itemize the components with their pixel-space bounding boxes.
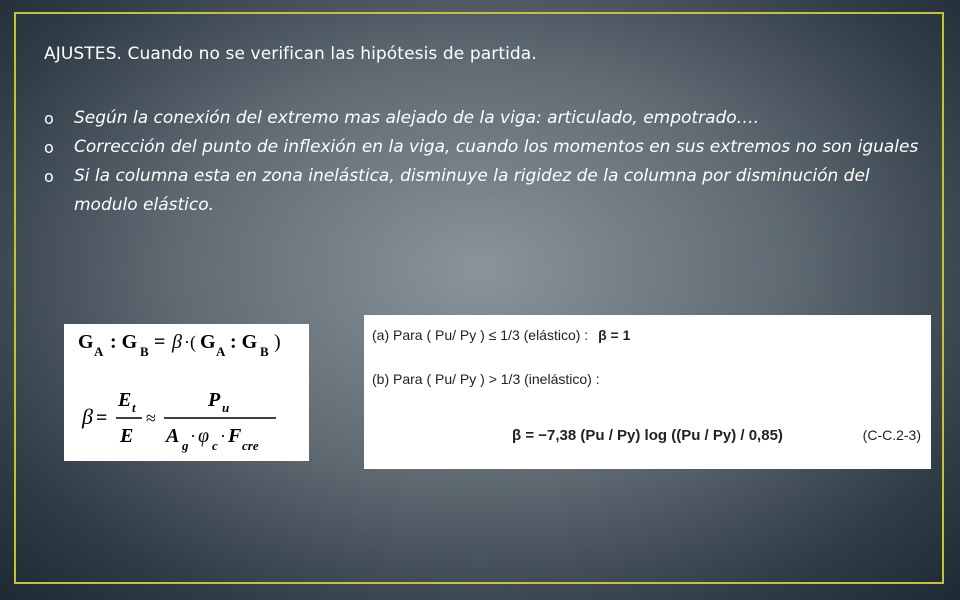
svg-text:·: ·	[220, 426, 226, 446]
list-item	[44, 104, 924, 133]
slide-heading: AJUSTES. Cuando no se verifican las hipótesis de partida.	[44, 44, 537, 64]
svg-text:): )	[274, 331, 281, 353]
formula-equation: β = −7,38 (Pu / Py) log ((Pu / Py) / 0,85)	[512, 427, 783, 444]
bullet-marker: o	[44, 109, 54, 128]
svg-text:≈: ≈	[146, 408, 156, 428]
svg-text:: G: : G	[110, 331, 138, 353]
svg-text:B: B	[140, 344, 149, 359]
svg-text:E: E	[118, 389, 132, 411]
list-item	[44, 133, 924, 162]
svg-text:F: F	[228, 425, 242, 447]
bullet-text: Según la conexión del extremo mas alejado de la viga: articulado, empotrado….	[74, 108, 760, 128]
svg-text:=: =	[96, 407, 108, 429]
list-item	[44, 162, 924, 220]
svg-text:·: ·	[190, 426, 196, 446]
equation-code: (C-C.2-3)	[862, 427, 921, 443]
bullet-list	[44, 104, 924, 220]
case-a-result: β = 1	[598, 327, 631, 343]
svg-text:G: G	[78, 331, 94, 353]
svg-text:B: B	[260, 344, 269, 359]
svg-text:β: β	[82, 404, 93, 429]
formula-left-drawing	[64, 324, 309, 461]
svg-text:c: c	[212, 438, 218, 453]
svg-text:u: u	[222, 400, 230, 415]
svg-text:·(: ·(	[184, 332, 196, 352]
formula-case-a	[372, 327, 630, 343]
bullet-marker: o	[44, 167, 54, 186]
bullet-text: Corrección del punto de inflexión en la viga, cuando los momentos en sus extremos no son iguales	[74, 137, 919, 157]
svg-text:A: A	[166, 425, 180, 447]
bullet-text: Si la columna esta en zona inelástica, disminuye la rigidez de la columna por disminución del modulo elástico.	[74, 166, 870, 215]
svg-text:β: β	[172, 331, 182, 353]
svg-text:g: g	[182, 438, 189, 453]
formula-case-b: (b) Para ( Pu/ Py ) > 1/3 (inelástico) :	[372, 371, 600, 387]
slide-frame	[14, 12, 944, 584]
svg-text:cre: cre	[242, 438, 259, 453]
svg-text:φ: φ	[198, 425, 210, 447]
case-a-text: (a) Para ( Pu/ Py ) ≤ 1/3 (elástico) :	[372, 327, 589, 343]
svg-text:G: G	[200, 331, 216, 353]
svg-text:P: P	[208, 389, 221, 411]
svg-text:E: E	[120, 425, 134, 447]
svg-text:t: t	[132, 400, 136, 415]
svg-text:A: A	[216, 344, 226, 359]
svg-text:A: A	[94, 344, 104, 359]
svg-text:=: =	[154, 331, 166, 353]
formula-image-right	[364, 315, 931, 469]
formula-image-left	[64, 324, 309, 461]
bullet-marker: o	[44, 138, 54, 157]
svg-text:: G: : G	[230, 331, 258, 353]
